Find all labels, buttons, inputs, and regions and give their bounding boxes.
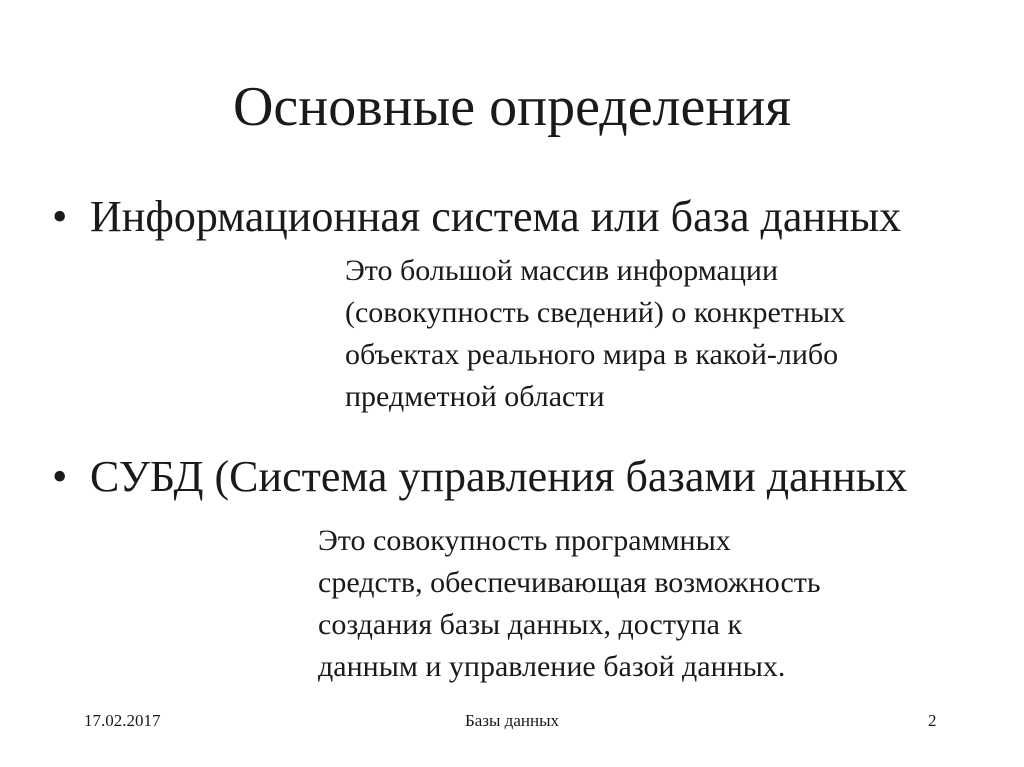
- definition-dbms: [318, 520, 821, 688]
- definition-line: (совокупность сведений) о конкретных: [345, 296, 846, 329]
- definition-line: Это совокупность программных: [318, 524, 731, 557]
- definition-line: объектах реального мира в какой-либо: [345, 338, 839, 371]
- bullet-item-dbms: [52, 450, 907, 504]
- slide-title: Основные определения: [232, 76, 792, 138]
- bullet-heading: Информационная система или база данных: [90, 192, 902, 241]
- definition-line: данным и управление базой данных.: [318, 650, 786, 683]
- bullet-icon: •: [52, 452, 68, 501]
- definition-line: средств, обеспечивающая возможность: [318, 566, 821, 599]
- bullet-icon: •: [52, 192, 68, 241]
- bullet-heading: СУБД (Система управления базами данных: [90, 452, 908, 501]
- bullet-item-information-system: [52, 190, 901, 244]
- definition-line: Это большой массив информации: [345, 254, 778, 287]
- definition-line: предметной области: [345, 380, 605, 413]
- footer-title: Базы данных: [464, 711, 559, 730]
- footer-date: 17.02.2017: [84, 711, 161, 730]
- page-number: 2: [928, 711, 937, 730]
- definition-information-system: [345, 250, 845, 418]
- definition-line: создания базы данных, доступа к: [318, 608, 743, 641]
